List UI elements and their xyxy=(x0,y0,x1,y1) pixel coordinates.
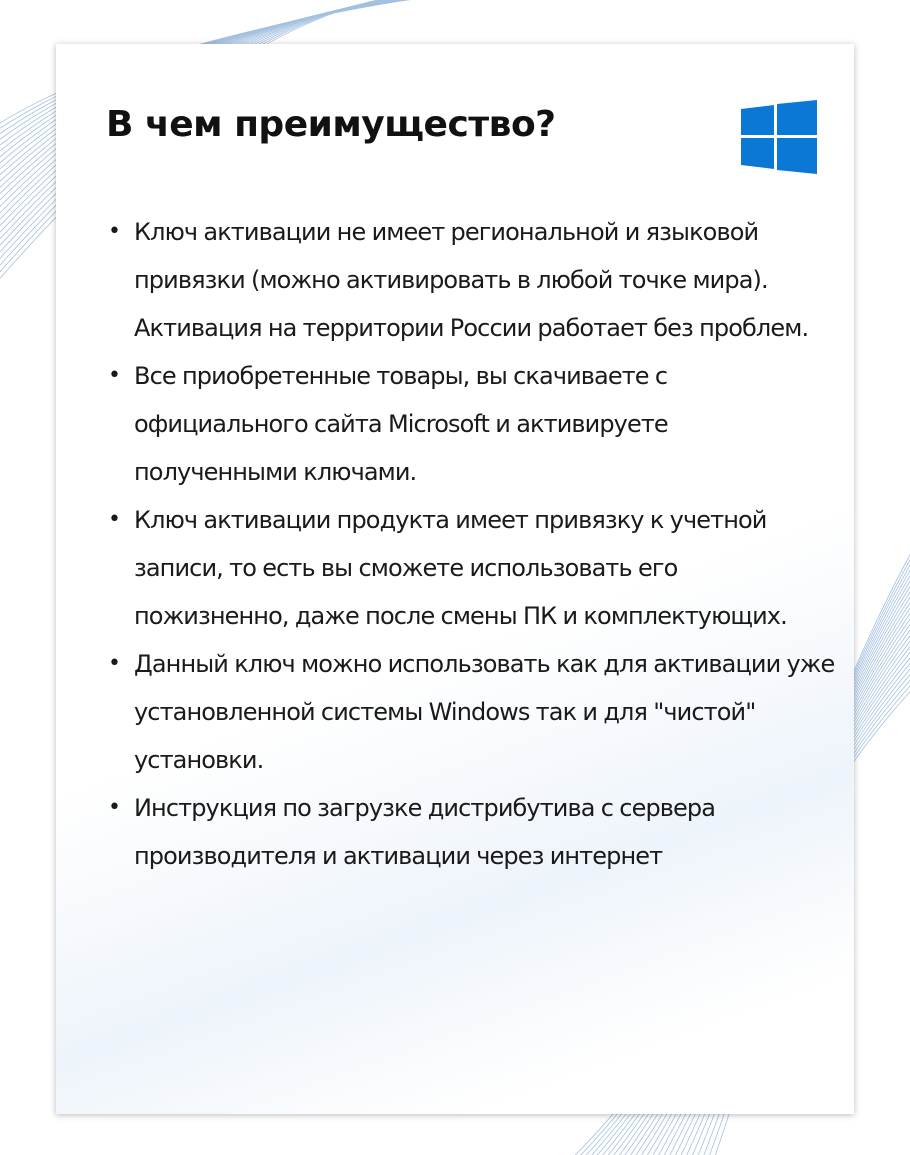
windows-logo-icon xyxy=(741,100,817,174)
list-item-text: Ключ активации продукта имеет привязку к учетной записи, то есть вы сможете использовать его пожизненно, даже после смены ПК и комплектующих. xyxy=(134,506,787,630)
list-item xyxy=(106,208,836,352)
bullet-marker: • xyxy=(108,651,121,676)
list-item xyxy=(106,352,836,496)
list-item-text: Ключ активации не имеет региональной и языковой привязки (можно активировать в любой точке мира). Активация на территории России работает без проблем. xyxy=(134,218,809,342)
bullet-marker: • xyxy=(108,363,121,388)
windows-logo-pane xyxy=(777,100,817,135)
bullet-marker: • xyxy=(108,219,121,244)
list-item xyxy=(106,640,836,784)
list-item-text: Инструкция по загрузке дистрибутива с сервера производителя и активации через интернет xyxy=(134,794,716,870)
list-item xyxy=(106,496,836,640)
page-title: В чем преимущество? xyxy=(106,104,556,145)
windows-logo-pane xyxy=(777,138,817,174)
content-card xyxy=(56,44,854,1114)
list-item-text: Все приобретенные товары, вы скачиваете с официального сайта Microsoft и активируете полученными ключами. xyxy=(134,362,668,486)
bullet-marker: • xyxy=(108,507,121,532)
list-item-text: Данный ключ можно использовать как для активации уже установленной системы Windows так и для "чистой" установки. xyxy=(134,650,835,774)
windows-logo-pane xyxy=(741,105,774,135)
advantages-list xyxy=(106,208,836,880)
list-item xyxy=(106,784,836,880)
bullet-marker: • xyxy=(108,795,121,820)
windows-logo-pane xyxy=(741,138,774,169)
